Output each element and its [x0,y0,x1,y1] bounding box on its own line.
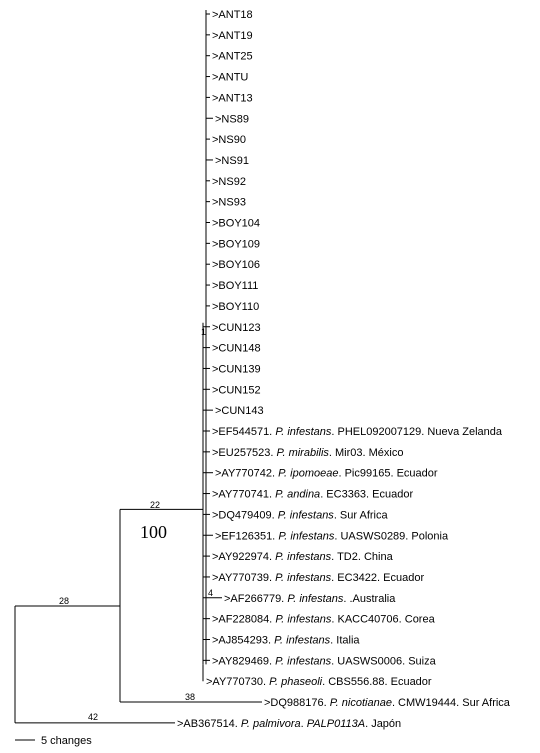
taxon-label: >CUN143 [215,405,264,418]
taxon-label: >EU257523. P. mirabilis. Mir03. México [212,446,404,459]
taxon-label: >EF544571. P. infestans. PHEL092007129. Nueva Zelanda [212,426,502,438]
taxon-label: >NS89 [215,113,249,126]
taxon-label: >CUN152 [212,384,261,397]
branch-label-42: 42 [88,712,99,722]
taxon-label: >NS90 [212,134,246,147]
branch-label-28: 28 [59,596,70,606]
taxon-label: >AY770730. P. phaseoli. CBS556.88. Ecuador [206,676,432,689]
taxon-label: >BOY104 [212,217,261,230]
taxon-label: >ANT18 [212,9,253,21]
taxon-label: >AY770739. P. infestans. EC3422. Ecuador [212,571,425,584]
taxon-label: >EF126351. P. infestans. UASWS0289. Polonia [215,530,449,543]
taxon-label: >AY770742. P. ipomoeae. Pic99165. Ecuador [215,467,438,480]
taxon-label: >BOY109 [212,238,261,251]
taxon-label: >BOY110 [212,300,260,313]
taxon-labels [177,9,511,730]
taxon-label: >ANTU [212,71,249,84]
taxon-label: >NS91 [215,154,249,167]
branch-label-4: 4 [208,588,214,598]
taxon-label: >ANT19 [212,29,253,42]
branch-label-38: 38 [185,692,196,702]
taxon-label: >NS92 [212,175,246,188]
scale-bar-label: 5 changes [41,735,92,747]
taxon-label: >BOY111 [212,280,259,293]
branch-label-100: 100 [140,522,167,542]
taxon-label: >AY829469. P. infestans. UASWS0006. Suiza [212,655,436,668]
branch-label-22: 22 [150,500,161,510]
taxon-label: >AB367514. P. palmivora. PALP0113A. Japón [177,717,402,730]
taxon-label: >CUN148 [212,342,261,355]
taxon-label: >ANT25 [212,50,253,63]
taxon-label: >DQ988176. P. nicotianae. CMW19444. Sur Africa [264,697,510,710]
taxon-label: >AY922974. P. infestans. TD2. China [212,551,393,564]
taxon-label: >AF266779. P. infestans. .Australia [224,592,396,605]
taxon-label: >BOY106 [212,259,261,272]
taxon-label: >CUN139 [212,363,261,376]
taxon-label: >AY770741. P. andina. EC3363. Ecuador [212,488,414,501]
taxon-label: >CUN123 [212,321,261,334]
taxon-label: >AJ854293. P. infestans. Italia [212,634,360,647]
taxon-label: >DQ479409. P. infestans. Sur Africa [212,509,388,522]
branch-label-1: 1 [201,327,207,337]
taxon-label: >ANT13 [212,92,253,105]
taxon-label: >AF228084. P. infestans. KACC40706. Corea [212,613,435,626]
taxon-label: >NS93 [212,196,246,209]
